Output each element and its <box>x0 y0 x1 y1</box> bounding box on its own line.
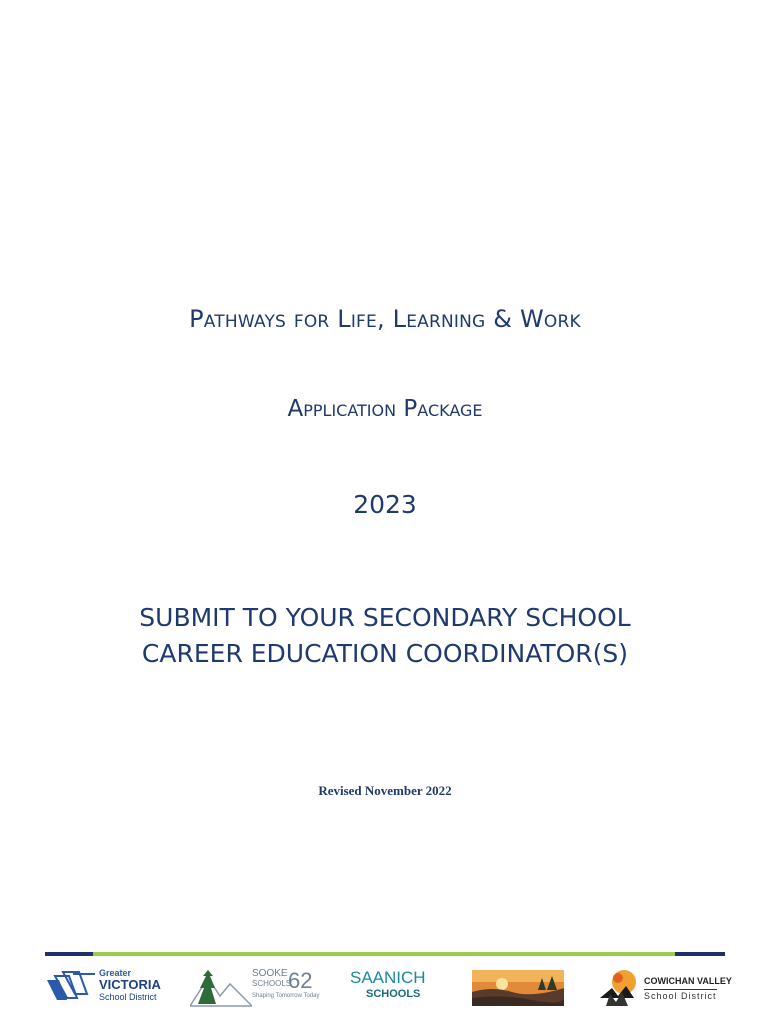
victoria-flag-icon <box>45 970 97 1006</box>
victoria-logo-line1: Greater <box>99 968 132 978</box>
saanich-schools-logo <box>348 966 433 1008</box>
saanich-logo-line2: SCHOOLS <box>366 988 421 1000</box>
cowichan-logo-line2: School District <box>644 991 717 1001</box>
instruction-line-2: CAREER EDUCATION COORDINATOR(S) <box>141 639 629 668</box>
footer-rule-left <box>45 952 93 956</box>
document-year: 2023 <box>353 490 417 519</box>
document-subtitle: Application Package <box>287 396 483 422</box>
revision-date: Revised November 2022 <box>318 783 452 798</box>
saanich-logo-line1: SAANICH <box>350 968 426 987</box>
cowichan-valley-logo <box>598 966 732 1008</box>
sooke-logo-line2: SCHOOLS <box>252 979 292 988</box>
sooke-schools-logo <box>190 966 320 1008</box>
instruction-line-1: SUBMIT TO YOUR SECONDARY SCHOOL <box>139 603 631 632</box>
footer-rule-right <box>675 952 725 956</box>
greater-victoria-logo <box>45 966 160 1008</box>
document-title: Pathways for Life, Learning & Work <box>189 305 581 333</box>
cowichan-emblem-icon <box>598 968 642 1008</box>
sooke-logo-line1: SOOKE <box>252 968 288 979</box>
victoria-logo-line2: VICTORIA <box>99 977 161 992</box>
footer-rule-middle <box>93 952 675 956</box>
sooke-logo-tagline: Shaping Tomorrow Today <box>252 993 320 999</box>
mountain-tree-icon <box>190 968 252 1008</box>
sooke-logo-number: 62 <box>288 968 313 993</box>
sunset-landscape-icon <box>472 970 564 1006</box>
submission-instruction <box>0 600 770 672</box>
victoria-logo-line3: School District <box>99 992 157 1002</box>
cowichan-logo-line1: COWICHAN VALLEY <box>644 976 732 986</box>
sunset-landscape-logo <box>472 966 564 1008</box>
